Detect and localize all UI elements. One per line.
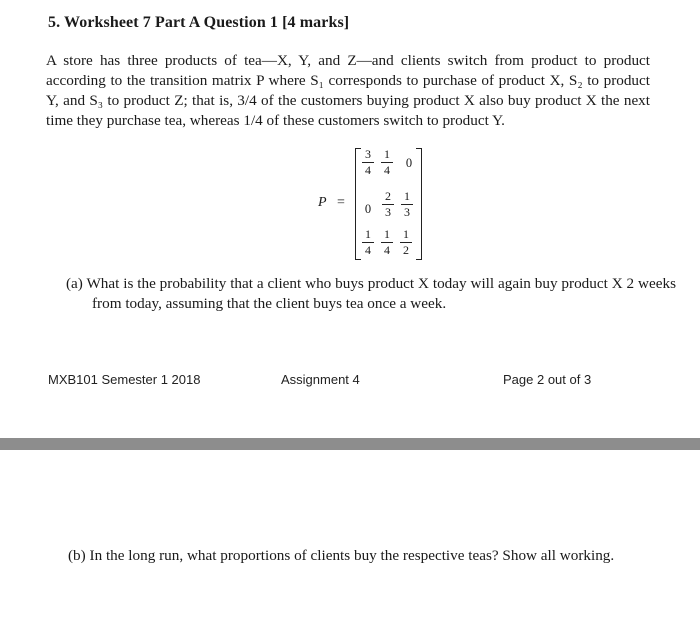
matrix-cell: 1 2 bbox=[399, 228, 413, 257]
footer-page-number: Page 2 out of 3 bbox=[503, 372, 592, 387]
footer-assignment: Assignment 4 bbox=[281, 372, 360, 387]
footer-course: MXB101 Semester 1 2018 bbox=[48, 372, 201, 387]
matrix-cell: 0 bbox=[405, 156, 413, 170]
question-a: (a) What is the probability that a client who buys product X today will again buy product X 2 weeks from today, assuming that the client buys tea once a week. bbox=[66, 275, 676, 312]
matrix-cell: 1 4 bbox=[361, 228, 375, 257]
matrix-label: P bbox=[318, 195, 327, 210]
matrix-cell: 3 4 bbox=[361, 148, 375, 177]
matrix-cell: 0 bbox=[364, 202, 372, 216]
question-b: (b) In the long run, what proportions of clients buy the respective teas? Show all working. bbox=[68, 547, 615, 564]
matrix-cell: 1 4 bbox=[380, 148, 394, 177]
matrix-cell: 1 4 bbox=[380, 228, 394, 257]
right-bracket bbox=[416, 148, 422, 260]
matrix-cell: 1 3 bbox=[400, 190, 414, 219]
page-divider bbox=[0, 438, 700, 450]
question-heading: 5. Worksheet 7 Part A Question 1 [4 marks] bbox=[48, 14, 350, 31]
equals-sign: = bbox=[337, 195, 345, 210]
matrix-cell: 2 3 bbox=[381, 190, 395, 219]
question-intro: A store has three products of tea—X, Y, and Z—and clients switch from product to product according to the transition matrix P where S₁ corresponds to purchase of product X, S₂ to product Y, and S₃ to product Z; that is, 3/4 of the customers buying product X also buy product X the next time they purchase tea, whereas 1/4 of these customers switch to product Y. bbox=[46, 52, 650, 129]
